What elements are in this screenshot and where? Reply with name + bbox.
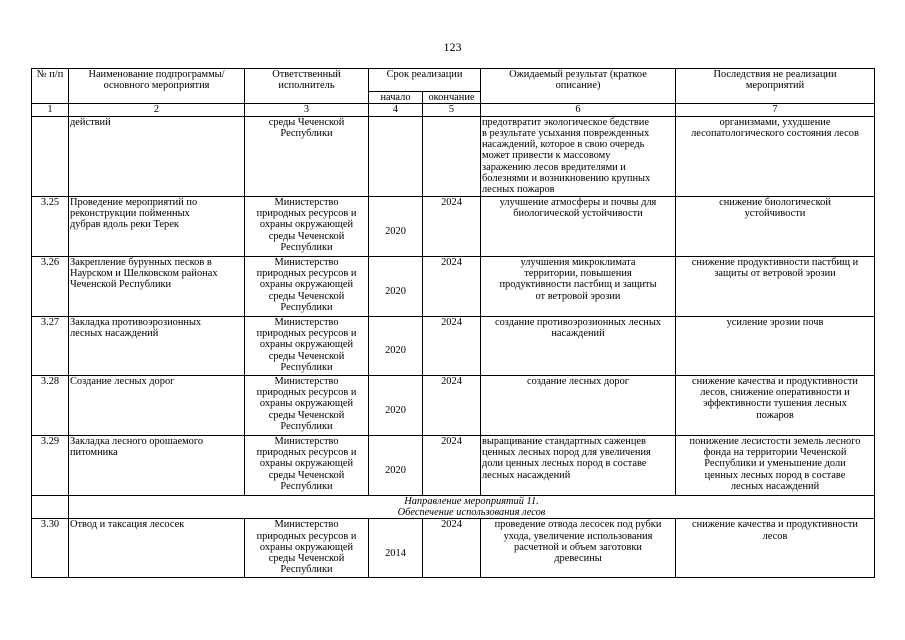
column-number: 7: [676, 104, 875, 116]
expected-result: проведение отвода лесосек под рубки ухода, увеличение использования расчетной и объем заготовки древесины: [481, 519, 676, 578]
measure-name: Отвод и таксация лесосек: [69, 519, 245, 578]
header-result: Ожидаемый результат (краткое описание): [481, 69, 676, 104]
direction-empty-cell: [32, 495, 69, 519]
column-number: 6: [481, 104, 676, 116]
expected-result: создание противоэрозионных лесных насаждений: [481, 316, 676, 375]
header-name: Наименование подпрограммы/ основного мероприятия: [69, 69, 245, 104]
expected-result: создание лесных дорог: [481, 375, 676, 435]
column-number: 3: [245, 104, 369, 116]
non-implementation-consequence: понижение лесистости земель лесного фонда на территории Чеченской Республики и уменьшение доли ценных лесных пород в составе лесных насаждений: [676, 435, 875, 495]
header-end: окончание: [423, 92, 481, 104]
expected-result: улучшение атмосферы и почвы для биологической устойчивости: [481, 196, 676, 256]
start-year: 2020: [369, 375, 423, 435]
column-numbers-row: [32, 104, 875, 116]
measure-name: Закладка противоэрозионных лесных насаждений: [69, 316, 245, 375]
table-row: [32, 316, 875, 375]
non-implementation-consequence: снижение биологической устойчивости: [676, 196, 875, 256]
responsible-executor: Министерство природных ресурсов и охраны окружающей среды Чеченской Республики: [245, 375, 369, 435]
responsible-executor: Министерство природных ресурсов и охраны окружающей среды Чеченской Республики: [245, 196, 369, 256]
start-year: 2014: [369, 519, 423, 578]
page-number: 123: [443, 40, 462, 54]
start-year: 2020: [369, 256, 423, 316]
table-row: [32, 519, 875, 578]
start-year: 2020: [369, 435, 423, 495]
end-year: 2024: [423, 316, 481, 375]
responsible-executor: Министерство природных ресурсов и охраны окружающей среды Чеченской Республики: [245, 519, 369, 578]
table-row: [32, 196, 875, 256]
row-number: 3.28: [32, 375, 69, 435]
measure-name: Закладка лесного орошаемого питомника: [69, 435, 245, 495]
measure-name: Закрепление бурунных песков в Наурском и Шелковском районах Чеченской Республики: [69, 256, 245, 316]
table-row: [32, 435, 875, 495]
responsible-executor: Министерство природных ресурсов и охраны окружающей среды Чеченской Республики: [245, 316, 369, 375]
header-start: начало: [369, 92, 423, 104]
column-number: 1: [32, 104, 69, 116]
end-year: 2024: [423, 196, 481, 256]
table-row: [32, 375, 875, 435]
direction-heading: Направление мероприятий 11. Обеспечение использования лесов: [69, 495, 875, 519]
direction-row: [32, 495, 875, 519]
expected-result: улучшения микроклимата территории, повышения продуктивности пастбищ и защиты от ветровой эрозии: [481, 256, 676, 316]
end-year: 2024: [423, 519, 481, 578]
row-number: 3.25: [32, 196, 69, 256]
row-number: 3.29: [32, 435, 69, 495]
column-number: 2: [69, 104, 245, 116]
row-number: 3.26: [32, 256, 69, 316]
expected-result: выращивание стандартных саженцев ценных лесных пород для увеличения доли ценных лесных пород в составе лесных насаждений: [481, 435, 676, 495]
column-number: 5: [423, 104, 481, 116]
header-num: № п/п: [32, 69, 69, 104]
non-implementation-consequence: снижение качества и продуктивности лесов, снижение оперативности и эффективности тушения лесных пожаров: [676, 375, 875, 435]
responsible-executor: среды Чеченской Республики: [245, 116, 369, 196]
responsible-executor: Министерство природных ресурсов и охраны окружающей среды Чеченской Республики: [245, 435, 369, 495]
start-year: [369, 116, 423, 196]
expected-result: предотвратит экологическое бедствие в результате усыхания поврежденных насаждений, которое в свою очередь может привести к массовому заражению лесов вредителями и болезнями и возникновению крупных лесных пожаров: [481, 116, 676, 196]
measure-name: действий: [69, 116, 245, 196]
measure-name: Проведение мероприятий по реконструкции пойменных дубрав вдоль реки Терек: [69, 196, 245, 256]
start-year: 2020: [369, 196, 423, 256]
header-consequence: Последствия не реализации мероприятий: [676, 69, 875, 104]
non-implementation-consequence: снижение качества и продуктивности лесов: [676, 519, 875, 578]
end-year: [423, 116, 481, 196]
measures-table: [31, 68, 875, 578]
end-year: 2024: [423, 375, 481, 435]
non-implementation-consequence: снижение продуктивности пастбищ и защиты от ветровой эрозии: [676, 256, 875, 316]
start-year: 2020: [369, 316, 423, 375]
header-period: Срок реализации: [369, 69, 481, 92]
column-number: 4: [369, 104, 423, 116]
responsible-executor: Министерство природных ресурсов и охраны окружающей среды Чеченской Республики: [245, 256, 369, 316]
measure-name: Создание лесных дорог: [69, 375, 245, 435]
table-row: [32, 116, 875, 196]
header-responsible: Ответственный исполнитель: [245, 69, 369, 104]
non-implementation-consequence: усиление эрозии почв: [676, 316, 875, 375]
end-year: 2024: [423, 435, 481, 495]
row-number: 3.30: [32, 519, 69, 578]
header-row: [32, 69, 875, 92]
table-row: [32, 256, 875, 316]
row-number: 3.27: [32, 316, 69, 375]
row-number: [32, 116, 69, 196]
non-implementation-consequence: организмами, ухудшение лесопатологического состояния лесов: [676, 116, 875, 196]
end-year: 2024: [423, 256, 481, 316]
